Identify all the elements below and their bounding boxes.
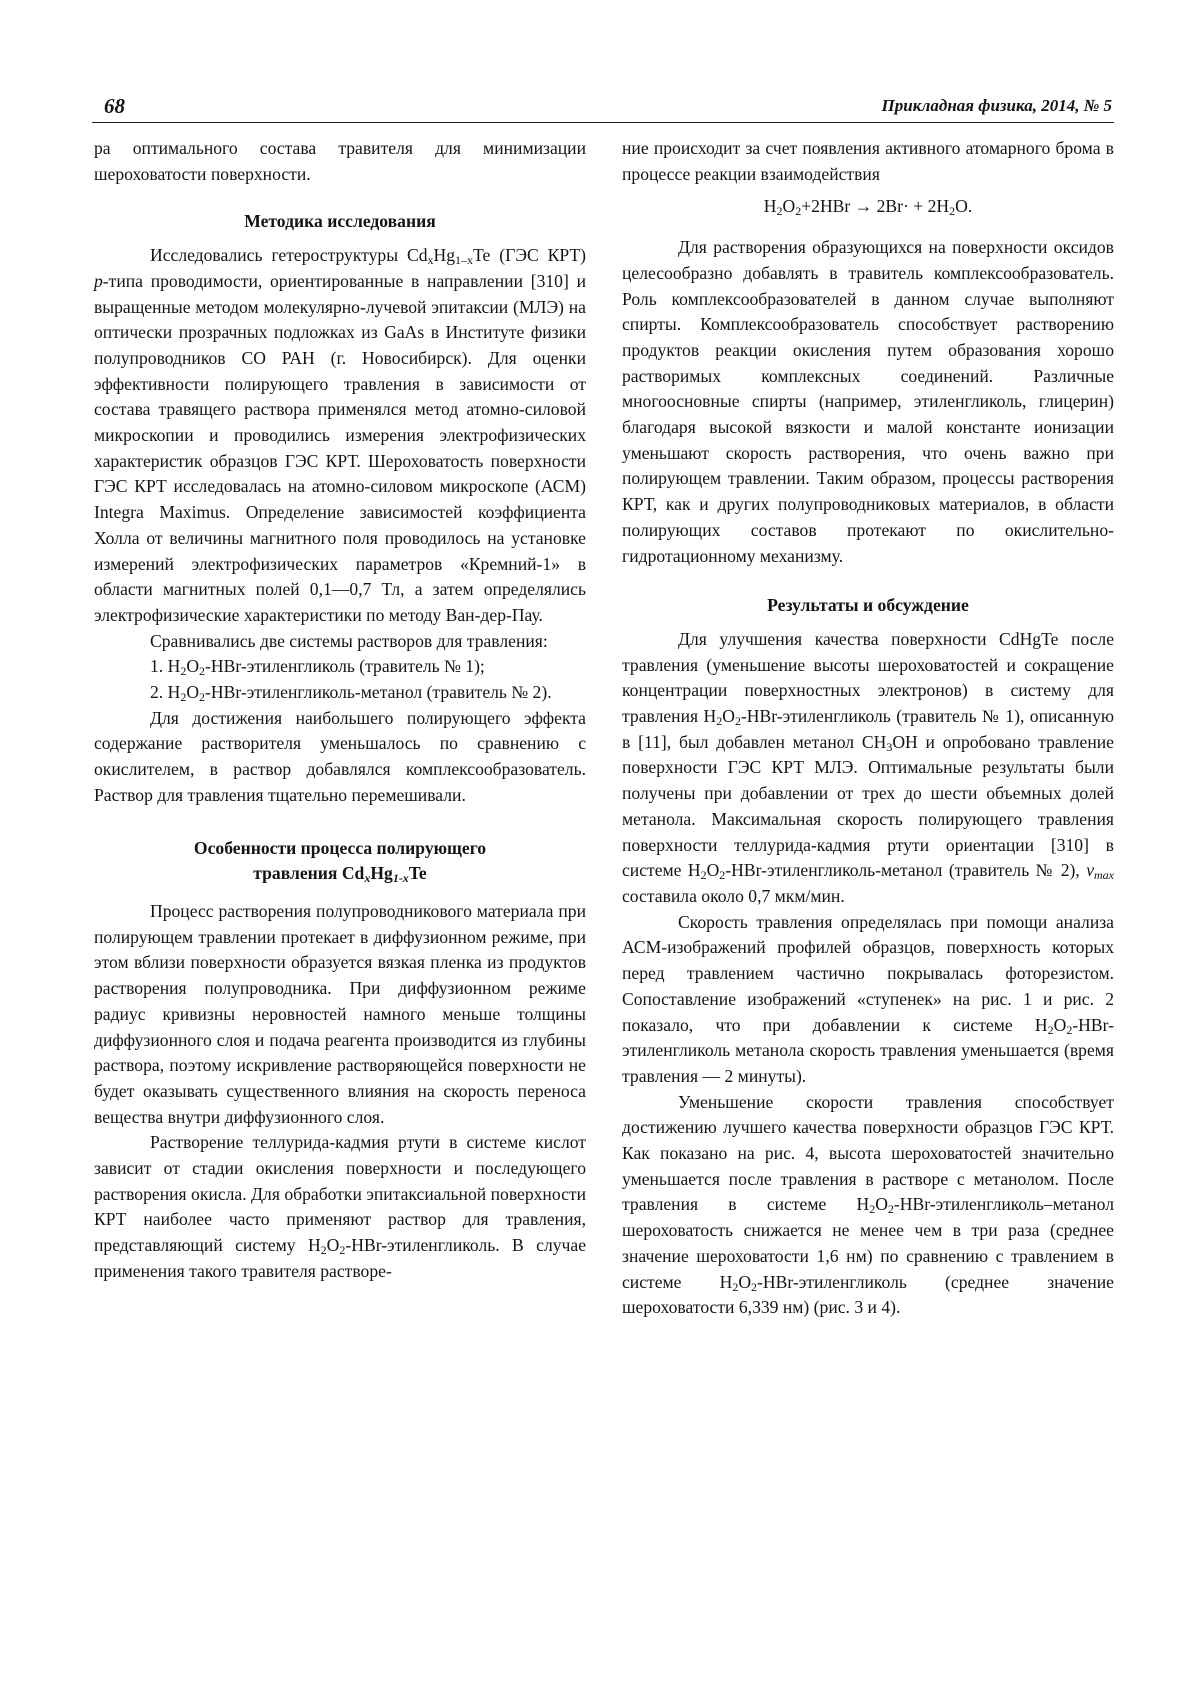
reaction-equation: $H_2O_2+2HBr \to 2Br\cdot + 2H_2O$. [763,196,973,219]
paragraph-features-2: Растворение теллурида-кадмия ртути в системе кислот зависит от стадии окисления поверхности и последующего растворения окисла. Для обработки эпитаксиальной поверхности КРТ наиболее часто применяют раствор для травления, представляющий систему $H_2O_2-HBr$-этиленгликоль. В случае применения такого травителя растворе- [94,1132,586,1281]
list-item-etchant-1: 1. $H_2O_2-HBr$-этиленгликоль (травитель № 1); [150,656,485,679]
paragraph-methods-3: Для достижения наибольшего полирующего эффекта содержание растворителя уменьшалось по сравнению с окислителем, в раствор добавлялся комплексообразователь. Раствор для травления тщательно перемешивали. [94,707,586,805]
heading-etching-features: Особенности процесса полирующего травления $Cd_xHg_{1-x}Te$ [193,837,487,886]
right-column [622,136,1114,1321]
paragraph-results-3: Уменьшение скорости травления способствует достижению лучшего качества поверхности образцов ГЭС КРТ. Как показано на рис. 4, высота шероховатостей значительно уменьшается после травления в растворе с метанолом. После травления в системе $H_2O_2-HBr-этиленгликоль$–метанол шероховатость снижается не менее чем в три раза (среднее значение шероховатости 1,6 нм) по сравнению с травлением в системе $H_2O_2-HBr$-этиленгликоль (среднее значение шероховатости 6,339 нм) (рис. 3 и 4). [622,1091,1114,1318]
page-number: 68 [104,94,125,118]
list-item-etchant-2: 2. $H_2O_2-HBr-этиленгликоль$-метанол (травитель № 2). [150,682,552,705]
paragraph-complexing-agents: Для растворения образующихся на поверхности оксидов целесообразно добавлять в травитель комплексообразователь. Роль комплексообразователей в данном случае выполняют спирты. Комплексообразователь способствует растворению продуктов реакции окисления путем образования хорошо растворимых комплексных соединений. Различные многоосновные спирты (например, этиленгликоль, глицерин) благодаря высокой вязкости и малой константе ионизации уменьшают скорость растворения, что очень важно при полирующем травлении. Таким образом, процессы растворения КРТ, как и других полупроводниковых материалов, в области полирующих составов протекают по окислительно-гидротационному механизму. [622,237,1114,566]
paragraph-results-2: Скорость травления определялась при помощи анализа АСМ-изображений профилей образцов, поверхность которых перед травлением частично покрывалась фоторезистом. Сопоставление изображений «ступенек» на рис. 1 и рис. 2 показало, что при добавлении к системе $H_2O_2-HBr$-этиленгликоль метанола скорость травления уменьшается (время травления — 2 минуты). [622,911,1114,1086]
journal-reference: Прикладная физика, 2014, № 5 [881,96,1112,115]
left-column [94,136,586,1285]
heading-methods: Методика исследования [244,211,436,232]
paragraph-intro-continued: ра оптимального состава травителя для минимизации шероховатости поверхности. [94,138,586,184]
paragraph-features-1: Процесс растворения полупроводникового материала при полирующем травлении протекает в диффузионном режиме, при этом вблизи поверхности образуется вязкая пленка из продуктов растворения полупроводника. При диффузионном режиме радиус кривизны неровностей намного меньше толщины диффузионного слоя и подача реагента производится из глубины раствора, поэтому искривление растворяющейся поверхности не будет оказывать существенного влияния на скорость переноса вещества внутри диффузионного слоя. [94,900,586,1127]
paragraph-methods-1: Исследовались гетероструктуры $Cd_xHg_{1-x}Te$ (ГЭС КРТ) p-типа проводимости, ориентированные в направлении [310] и выращенные методом молекулярно-лучевой эпитаксии (МЛЭ) на оптически прозрачных подложках из GaAs в Институте физики полупроводников СО РАН (г. Новосибирск). Для оценки эффективности полирующего травления в зависимости от состава травящего раствора применялся метод атомно-силовой микроскопии и проводились измерения электрофизических характеристик образцов ГЭС КРТ. Шероховатость поверхности ГЭС КРТ исследовалась на атомно-силовом микроскопе (АСМ) Integra Maximus. Определение зависимостей коэффициента Холла от величины магнитного поля проводилось на установке измерений электрофизических параметров «Кремний-1» в области магнитных полей 0,1—0,7 Тл, а затем определялись электрофизические характеристики по методу Ван-дер-Пау. [94,245,586,625]
running-header [92,86,1114,123]
heading-results: Результаты и обсуждение [767,595,969,616]
paragraph-results-1: Для улучшения качества поверхности CdHgTe после травления (уменьшение высоты шероховатостей и сокращение концентрации поверхностных электронов) в систему для травления $H_2O_2-HBr$-этиленгликоль (травитель № 1), описанную в [11], был добавлен метанол $CH_3OH$ и опробовано травление поверхности ГЭС КРТ МЛЭ. Оптимальные результаты были получены при добавлении от трех до шести объемных долей метанола. Максимальная скорость полирующего травления поверхности теллурида-кадмия ртути ориентации [310] в системе $H_2O_2-HBr-этиленгликоль$-метанол (травитель № 2), $v_{max}$ составила около 0,7 мкм/мин. [622,628,1115,906]
paragraph-bromine-continued: ние происходит за счет появления активного атомарного брома в процессе реакции взаимодействия [622,138,1114,184]
paragraph-methods-2: Сравнивались две системы растворов для травления: [150,630,548,651]
